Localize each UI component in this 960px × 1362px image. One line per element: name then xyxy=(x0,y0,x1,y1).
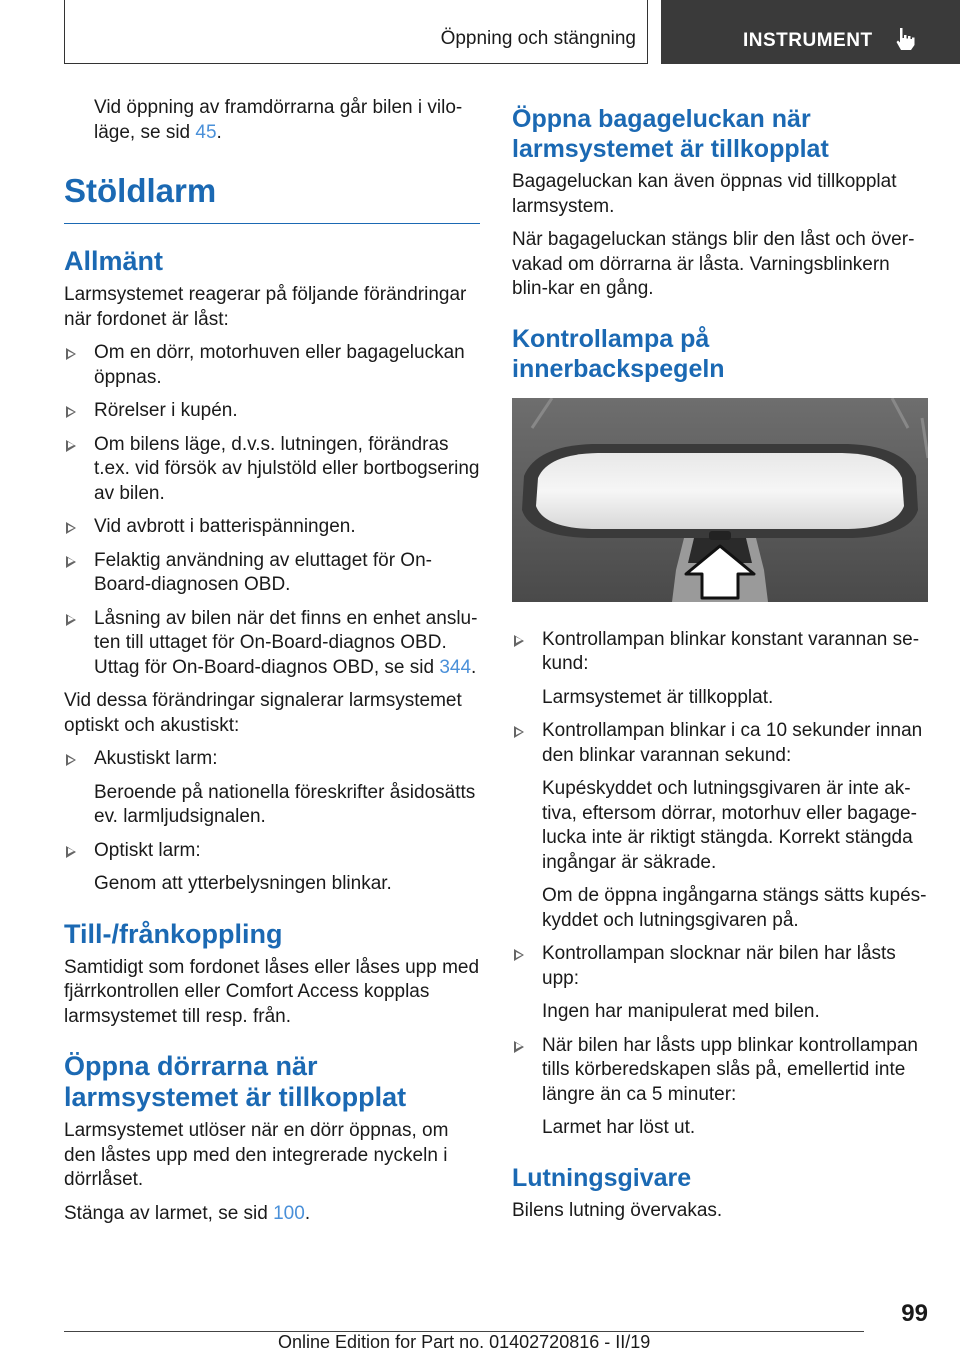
list-item: Om en dörr, motorhuven eller bagageluckan öppnas. xyxy=(64,341,480,390)
list-item: Kontrollampan slocknar när bilen har låsts upp: Ingen har manipulerat med bilen. xyxy=(512,942,928,1025)
page-link-100[interactable]: 100 xyxy=(273,1202,305,1224)
rearview-mirror-image xyxy=(512,398,928,602)
page-link-45[interactable]: 45 xyxy=(195,121,217,143)
pointing-hand-icon xyxy=(894,27,916,51)
heading-till-frankoppling: Till-/frånkoppling xyxy=(64,918,283,949)
triangle-bullet-icon xyxy=(514,949,524,961)
triangle-bullet-icon xyxy=(66,754,76,766)
trigger-list xyxy=(64,341,480,680)
chapter-tab[interactable] xyxy=(661,0,960,64)
list-item: Kontrollampan blinkar i ca 10 sekunder innan den blinkar varannan sekund: Kupéskyddet och lutningsgivaren är inte ak-tiva, eftersom dörrar, motorhuv eller bagage-lucka inte är riktigt stängda. Korrekt stängda ingångar är säkrade. Om de öppna ingångarna stängs sätts kupés-kyddet och lutningsgivaren på. xyxy=(512,719,928,933)
triangle-bullet-icon xyxy=(66,440,76,452)
triangle-bullet-icon xyxy=(66,556,76,568)
triangle-bullet-icon xyxy=(66,522,76,534)
signal-list xyxy=(64,747,480,897)
signal-paragraph: Vid dessa förändringar signalerar larmsystemet optiskt och akustiskt: xyxy=(64,690,462,736)
triangle-bullet-icon xyxy=(66,846,76,858)
intro-paragraph: Vid öppning av framdörrarna går bilen i vilo-läge, se sid 45. xyxy=(94,97,463,143)
right-column xyxy=(512,104,928,1232)
list-item: Låsning av bilen när det finns en enhet anslu-ten till uttaget för On-Board-diagnos OBD. Uttag för On-Board-diagnos OBD, se sid 344. xyxy=(64,607,480,681)
heading-tilt-sensor: Lutningsgivare xyxy=(512,1163,692,1192)
heading-open-trunk: Öppna bagageluckan när larmsystemet är tillkopplat xyxy=(512,105,829,163)
section-heading-stoldlarm: Stöldlarm xyxy=(64,171,480,224)
tilt-paragraph: Bilens lutning övervakas. xyxy=(512,1199,723,1221)
chapter-tab-label: INSTRUMENT xyxy=(743,30,873,51)
triangle-bullet-icon xyxy=(66,614,76,626)
trunk-paragraph-2: När bagageluckan stängs blir den låst och över-vakad om dörrarna är låsta. Varningsblinkern blin-kar en gång. xyxy=(512,229,915,299)
page-link-344[interactable]: 344 xyxy=(439,656,472,678)
page-number: 99 xyxy=(901,1300,928,1327)
rearview-mirror-illustration xyxy=(512,398,928,602)
triangle-bullet-icon xyxy=(514,726,524,738)
heading-open-doors: Öppna dörrarna när larmsystemet är tillkopplat xyxy=(64,1051,407,1112)
triangle-bullet-icon xyxy=(66,406,76,418)
triangle-bullet-icon xyxy=(66,348,76,360)
heading-allmant: Allmänt xyxy=(64,246,164,276)
list-item: Om bilens läge, d.v.s. lutningen, förändras t.ex. vid försök av hjulstöld eller bortbogsering av bilen. xyxy=(64,433,480,507)
trunk-paragraph-1: Bagageluckan kan även öppnas vid tillkopplat larmsystem. xyxy=(512,171,897,217)
control-lamp-list xyxy=(512,628,928,1141)
list-item: Vid avbrott i batterispänningen. xyxy=(64,515,480,540)
stop-alarm-paragraph: Stänga av larmet, se sid 100. xyxy=(64,1202,311,1224)
list-item: Felaktig användning av eluttaget för On-Board-diagnosen OBD. xyxy=(64,549,480,598)
list-item: När bilen har låsts upp blinkar kontrollampan tills körberedskapen slås på, emellertid inte längre än ca 5 minuter: Larmet har löst ut. xyxy=(512,1034,928,1141)
allmant-intro: Larmsystemet reagerar på följande förändringar när fordonet är låst: xyxy=(64,284,467,330)
list-item: Kontrollampan blinkar konstant varannan se-kund: Larmsystemet är tillkopplat. xyxy=(512,628,928,711)
doors-paragraph: Larmsystemet utlöser när en dörr öppnas, om den låstes upp med den integrerade nyckeln i dörrlåset. xyxy=(64,1120,449,1190)
edition-footer: Online Edition for Part no. 01402720816 - II/19 xyxy=(278,1332,651,1352)
triangle-bullet-icon xyxy=(514,1041,524,1053)
heading-control-lamp: Kontrollampa på innerbackspegeln xyxy=(512,324,725,383)
list-item: Akustiskt larm: Beroende på nationella föreskrifter åsidosätts ev. larmljudsignalen. xyxy=(64,747,480,830)
left-column xyxy=(64,96,480,1235)
triangle-bullet-icon xyxy=(514,635,524,647)
list-item: Optiskt larm: Genom att ytterbelysningen blinkar. xyxy=(64,839,480,897)
list-item: Rörelser i kupén. xyxy=(64,399,480,424)
till-paragraph: Samtidigt som fordonet låses eller låses upp med fjärrkontrollen eller Comfort Access kopplas larmsystemet till resp. från. xyxy=(64,956,480,1027)
section-title: Öppning och stängning xyxy=(440,28,636,49)
